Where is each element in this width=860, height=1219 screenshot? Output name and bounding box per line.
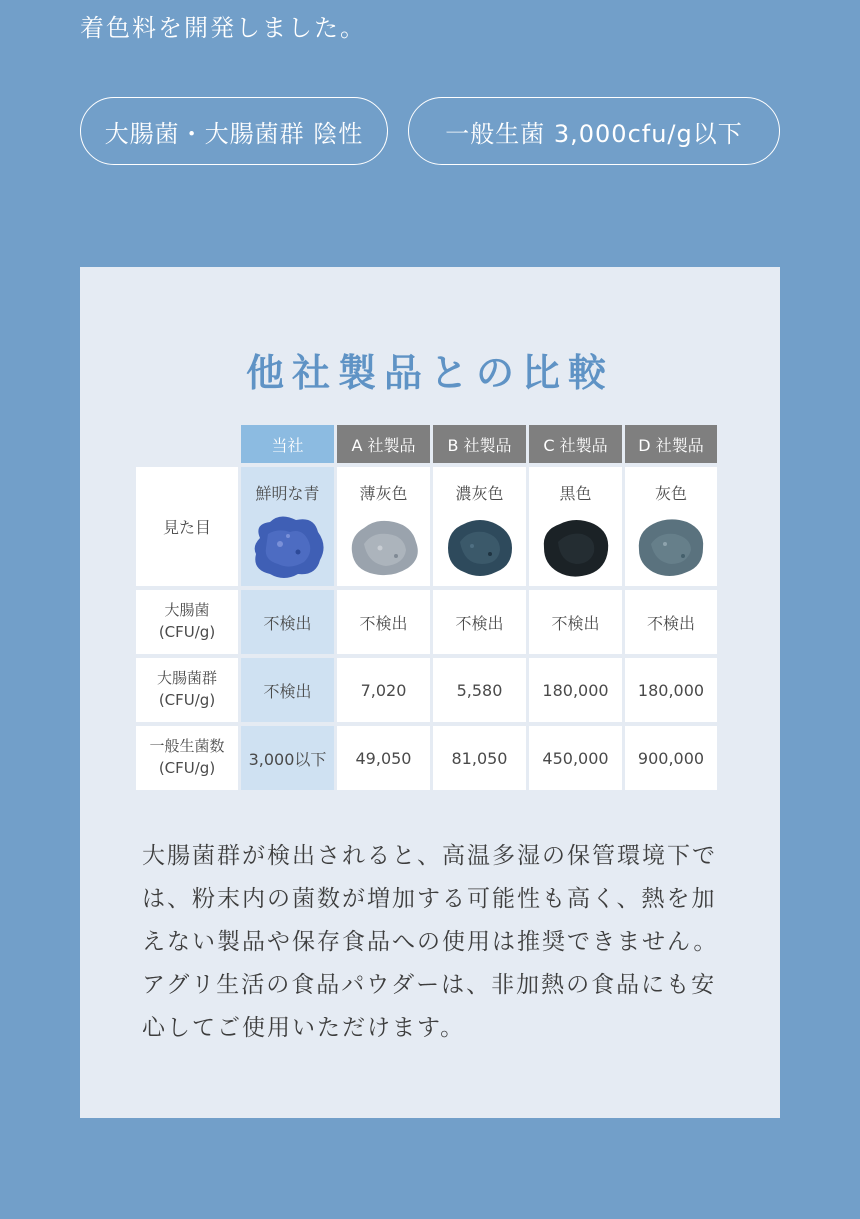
appearance-cell-ours: [241, 467, 334, 586]
column-header-a: A 社製品: [337, 425, 430, 463]
badge-coliform-negative: 大腸菌・大腸菌群 陰性: [80, 97, 388, 165]
comparison-card: [80, 267, 780, 1118]
row-label-coliform: [136, 658, 238, 722]
row-label-line: 大腸菌群: [156, 669, 217, 688]
coliform-value-ours: 不検出: [241, 658, 334, 722]
row-label-unit: (CFU/g): [158, 759, 216, 777]
ecoli-value-b: 不検出: [433, 590, 526, 654]
appearance-cell-d: [625, 467, 717, 586]
general-bacteria-value-ours: 3,000以下: [241, 726, 334, 790]
ecoli-value-d: 不検出: [625, 590, 717, 654]
powder-gray-icon: [633, 514, 709, 580]
powder-black-icon: [538, 514, 614, 580]
row-label-line: 大腸菌: [164, 601, 210, 620]
description-paragraph: 大腸菌群が検出されると、高温多湿の保管環境下では、粉末内の菌数が増加する可能性も高く、熱を加えない製品や保存食品への使用は推奨できません。アグリ生活の食品パウダーは、非加熱の食品にも安心してご使用いただけます。: [142, 843, 719, 1041]
general-bacteria-value-c: 450,000: [529, 726, 622, 790]
appearance-label: 灰色: [654, 484, 687, 503]
coliform-value-b: 5,580: [433, 658, 526, 722]
column-header-d: D 社製品: [625, 425, 717, 463]
appearance-label: 黒色: [559, 484, 592, 503]
appearance-label: 薄灰色: [359, 484, 408, 503]
general-bacteria-value-b: 81,050: [433, 726, 526, 790]
column-header-ours: 当社: [241, 425, 334, 463]
ecoli-value-c: 不検出: [529, 590, 622, 654]
row-label-unit: (CFU/g): [158, 691, 216, 709]
row-label-unit: (CFU/g): [158, 623, 216, 641]
appearance-label: 鮮明な青: [255, 484, 320, 503]
coliform-value-c: 180,000: [529, 658, 622, 722]
ecoli-value-a: 不検出: [337, 590, 430, 654]
appearance-label: 濃灰色: [455, 484, 504, 503]
appearance-cell-b: [433, 467, 526, 586]
row-label-appearance: 見た目: [136, 467, 238, 586]
general-bacteria-value-d: 900,000: [625, 726, 717, 790]
coliform-value-a: 7,020: [337, 658, 430, 722]
powder-light-gray-icon: [346, 514, 422, 580]
coliform-value-d: 180,000: [625, 658, 717, 722]
column-header-b: B 社製品: [433, 425, 526, 463]
row-label-general-bacteria: [136, 726, 238, 790]
powder-dark-gray-icon: [442, 514, 518, 580]
appearance-cell-a: [337, 467, 430, 586]
comparison-title: 他社製品との比較: [245, 351, 614, 395]
column-header-c: C 社製品: [529, 425, 622, 463]
row-label-ecoli: [136, 590, 238, 654]
intro-text: 着色料を開発しました。: [80, 14, 366, 42]
appearance-cell-c: [529, 467, 622, 586]
badge-general-bacteria: 一般生菌 3,000cfu/g以下: [408, 97, 780, 165]
general-bacteria-value-a: 49,050: [337, 726, 430, 790]
powder-vivid-blue-icon: [250, 514, 326, 580]
row-label-line: 一般生菌数: [149, 737, 225, 756]
ecoli-value-ours: 不検出: [241, 590, 334, 654]
